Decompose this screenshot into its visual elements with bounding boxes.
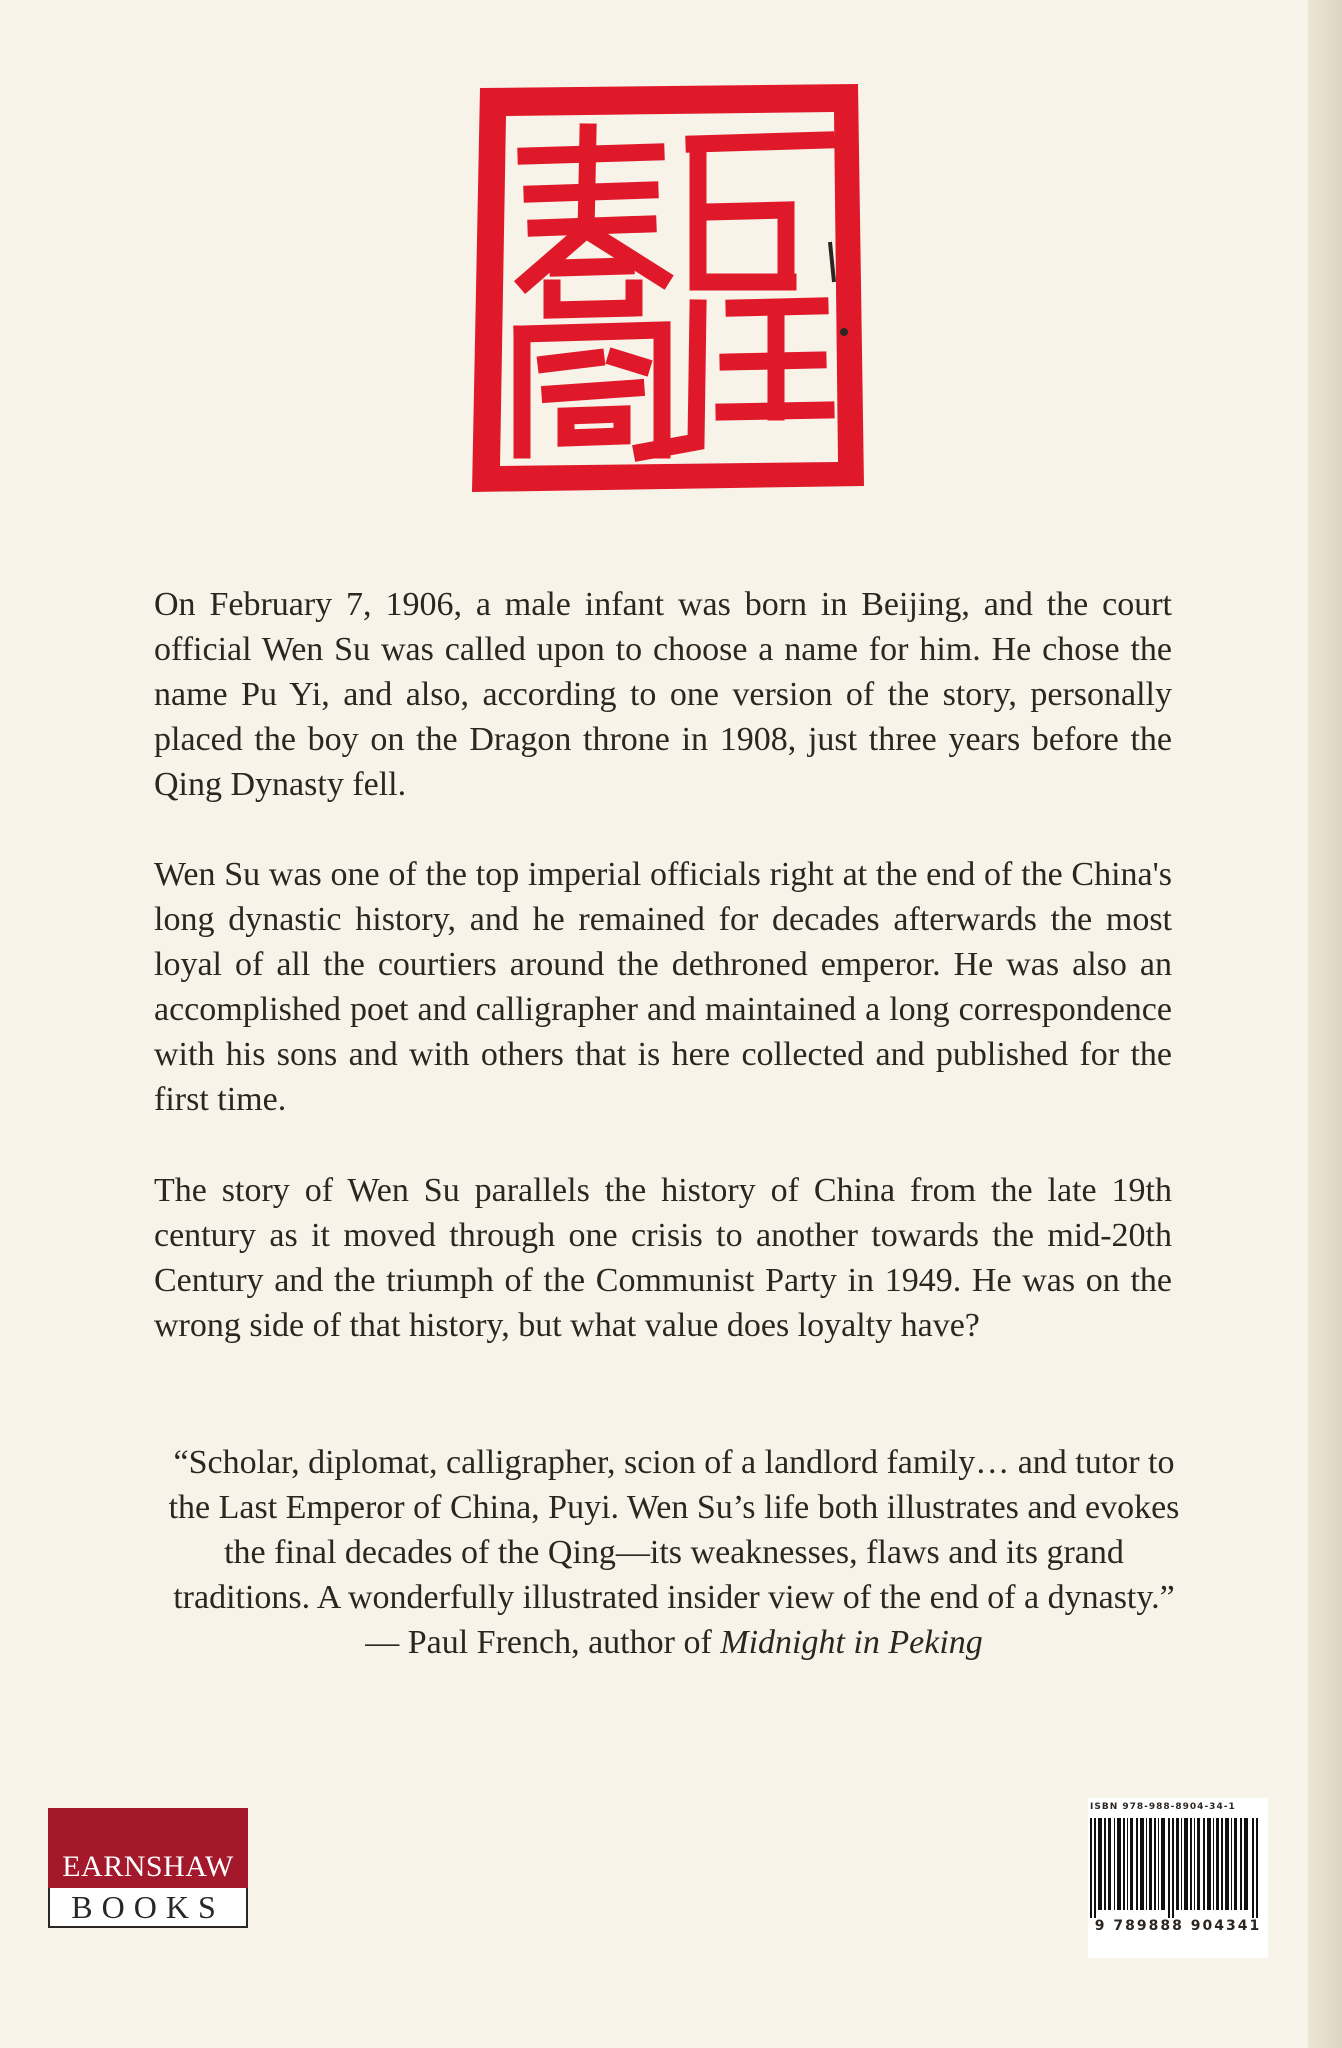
attribution-author: — Paul French, author of — [365, 1624, 721, 1661]
publisher-logo — [48, 1808, 248, 1938]
isbn-barcode — [1088, 1798, 1268, 1958]
barcode-icon — [1090, 1818, 1262, 1918]
attribution-book-title: Midnight in Peking — [720, 1624, 983, 1661]
publisher-name-bottom: BOOKS — [48, 1888, 248, 1928]
isbn-label: ISBN 978-988-8904-34-1 — [1090, 1802, 1236, 1812]
quote-text: “Scholar, diplomat, calligrapher, scion of a landlord family… and tutor to the Last Emperor of China, Puyi. Wen Su’s life both illustrates and evokes the final decades of the Qing—its weaknesses, flaws and its grand traditions. A wonderfully illustrated insider view of the end of a dynasty.” — [168, 1444, 1180, 1616]
publisher-name-top: EARNSHAW — [48, 1808, 248, 1888]
quote-attribution — [154, 1620, 1194, 1665]
spine-edge — [1308, 0, 1342, 2048]
blurb-paragraph-1: On February 7, 1906, a male infant was born in Beijing, and the court official Wen Su was called upon to choose a name for him. He chose the name Pu Yi, and also, according to one version of the story, personally placed the boy on the Dragon throne in 1908, just three years before the Qing Dynasty fell. — [154, 586, 1172, 803]
chinese-seal-icon — [466, 82, 870, 494]
endorsement-quote — [154, 1440, 1194, 1665]
blurb-paragraph-3: The story of Wen Su parallels the history of China from the late 19th century as it moved through one crisis to another towards the mid-20th Century and the triumph of the Communist Party in 1949. He was on the wrong side of that history, but what value does loyalty have? — [154, 1172, 1172, 1344]
barcode-digits: 9 789888 904341 — [1094, 1918, 1262, 1934]
blurb-paragraph-2: Wen Su was one of the top imperial officials right at the end of the China's long dynastic history, and he remained for decades afterwards the most loyal of all the courtiers around the dethroned emperor. He was also an accomplished poet and calligrapher and maintained a long correspondence with his sons and with others that is here collected and published for the first time. — [154, 856, 1172, 1118]
